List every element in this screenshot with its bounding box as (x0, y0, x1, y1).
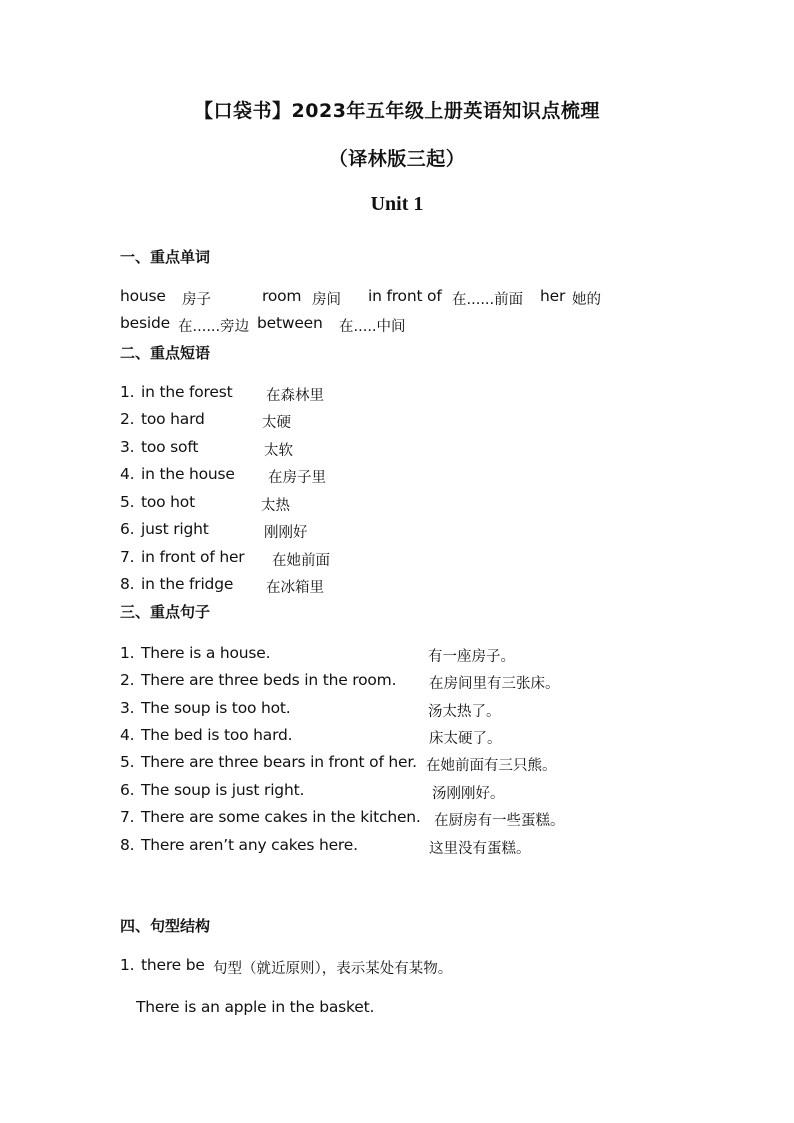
item-number: 4. (120, 465, 135, 483)
word-zh: 在.....中间 (339, 319, 406, 335)
phrase-zh: 太软 (264, 443, 293, 459)
sentence-zh: 这里没有蛋糕。 (429, 841, 531, 857)
phrase-en: in the house (141, 465, 235, 483)
phrase-zh: 刚刚好 (264, 525, 308, 541)
phrase-zh: 太热 (261, 498, 290, 514)
phrase-zh: 在她前面 (272, 553, 330, 569)
sentence-zh: 有一座房子。 (428, 649, 515, 665)
sentence-zh: 在房间里有三张床。 (429, 676, 560, 692)
word-en: room (262, 287, 302, 305)
item-number: 1. (120, 956, 135, 974)
word-zh: 在......旁边 (178, 319, 250, 335)
pattern-zh: 句型（就近原则），表示某处有某物。 (213, 961, 453, 977)
word-en: beside (120, 314, 170, 332)
pattern-en: there be (141, 956, 205, 974)
sentence-en: The soup is just right. (141, 781, 305, 799)
document-subtitle: （译林版三起） (328, 148, 466, 170)
item-number: 6. (120, 520, 135, 538)
word-en: her (540, 287, 566, 305)
item-number: 5. (120, 493, 135, 511)
sentence-zh: 在厨房有一些蛋糕。 (434, 813, 565, 829)
section-heading-key-sentences: 三、重点句子 (120, 603, 211, 621)
sentence-zh: 床太硬了。 (429, 731, 502, 747)
word-en: between (257, 314, 323, 332)
word-zh: 她的 (572, 292, 601, 308)
unit-title: Unit 1 (370, 193, 424, 215)
item-number: 3. (120, 438, 135, 456)
item-number: 1. (120, 644, 135, 662)
item-number: 1. (120, 383, 135, 401)
sentence-en: There are three beds in the room. (141, 671, 397, 689)
item-number: 6. (120, 781, 135, 799)
phrase-en: too soft (141, 438, 199, 456)
phrase-en: too hard (141, 410, 205, 428)
document-title: 【口袋书】2023年五年级上册英语知识点梳理 (194, 100, 600, 122)
phrase-en: in the fridge (141, 575, 234, 593)
word-zh: 房子 (182, 292, 211, 308)
item-number: 7. (120, 808, 135, 826)
phrase-zh: 太硬 (262, 415, 291, 431)
item-number: 4. (120, 726, 135, 744)
item-number: 2. (120, 671, 135, 689)
sentence-en: The bed is too hard. (141, 726, 293, 744)
sentence-zh: 汤刚刚好。 (432, 786, 505, 802)
section-heading-key-words: 一、重点单词 (120, 248, 211, 266)
word-zh: 在......前面 (452, 292, 524, 308)
sentence-en: There is a house. (141, 644, 271, 662)
phrase-en: in the forest (141, 383, 233, 401)
item-number: 2. (120, 410, 135, 428)
item-number: 3. (120, 699, 135, 717)
sentence-en: There aren’t any cakes here. (141, 836, 358, 854)
phrase-en: just right (141, 520, 209, 538)
phrase-zh: 在森林里 (266, 388, 324, 404)
word-en: in front of (368, 287, 442, 305)
section-heading-sentence-patterns: 四、句型结构 (120, 917, 211, 935)
item-number: 8. (120, 575, 135, 593)
item-number: 5. (120, 753, 135, 771)
section-heading-key-phrases: 二、重点短语 (120, 344, 211, 362)
word-zh: 房间 (312, 292, 341, 308)
sentence-en: There are three bears in front of her. (141, 753, 417, 771)
example-sentence: There is an apple in the basket. (136, 998, 375, 1016)
phrase-zh: 在冰箱里 (266, 580, 324, 596)
phrase-zh: 在房子里 (268, 470, 326, 486)
sentence-en: The soup is too hot. (141, 699, 291, 717)
sentence-zh: 汤太热了。 (428, 704, 501, 720)
phrase-en: in front of her (141, 548, 245, 566)
sentence-zh: 在她前面有三只熊。 (426, 758, 557, 774)
word-en: house (120, 287, 166, 305)
phrase-en: too hot (141, 493, 195, 511)
item-number: 8. (120, 836, 135, 854)
sentence-en: There are some cakes in the kitchen. (141, 808, 421, 826)
item-number: 7. (120, 548, 135, 566)
